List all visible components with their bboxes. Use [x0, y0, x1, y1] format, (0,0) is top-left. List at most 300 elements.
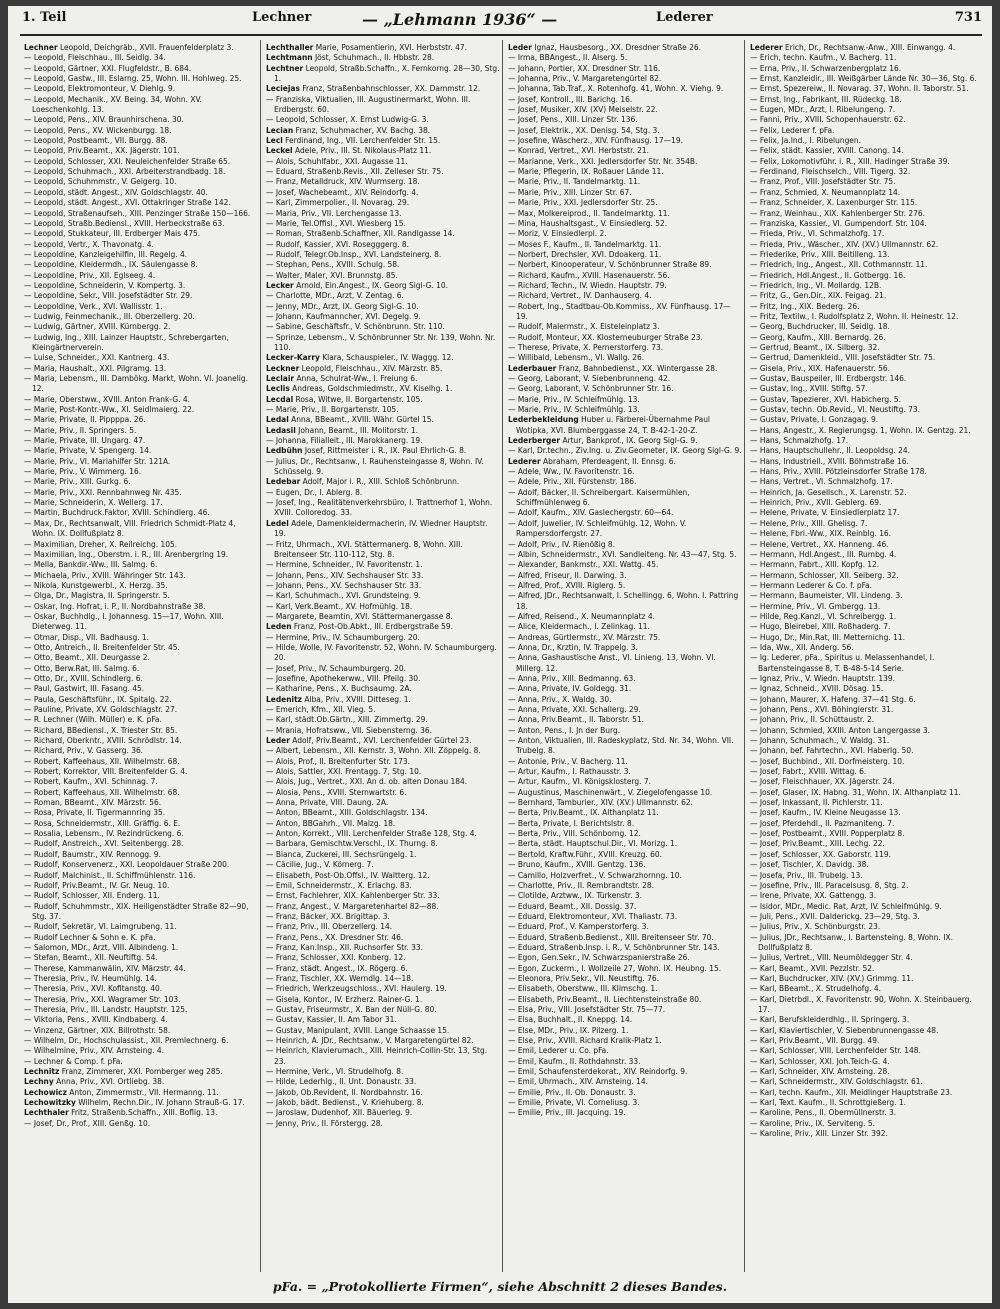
directory-entry: [750, 176, 984, 186]
directory-entry: [266, 114, 500, 124]
entry-text: — Franz, Bäcker, XX. Brigittap. 3.: [266, 910, 390, 921]
directory-entry: [24, 1066, 258, 1076]
directory-column-2: [266, 42, 500, 1270]
column-divider: [744, 40, 745, 1272]
entry-text: — Johanna, Tab.Traf., X. Rotenhofg. 41, Wohn. X. Viehg. 9.: [508, 83, 724, 94]
entry-text: — Marie, Priv., XXI. Jedlersdorfer Str. 25.: [508, 197, 658, 208]
entry-text: — Elisabeth, Priv.Beamt., II. Liechtensteinstraße 80.: [508, 993, 702, 1004]
entry-text: — Erich, techn. Kaufm., V. Bacherg. 11.: [750, 52, 897, 63]
directory-entry: [750, 632, 984, 642]
entry-text: — Moses F., Kaufm., II. Tandelmarktg. 11.: [508, 238, 662, 249]
entry-text: — Eleonora, Priv.Sekr., VII. Neustiftg. 76.: [508, 972, 659, 983]
entry-text: — Leopold, Gärtner, XXI. Flugfeldstr., B. 684.: [24, 62, 192, 73]
entry-text: — Leopold, Schlosser, X. Ernst Ludwig-G. 3.: [266, 114, 429, 125]
directory-entry: [508, 559, 742, 569]
entry-text: — Fanni, Priv., XVIII. Schopenhauerstr. 62.: [750, 114, 906, 125]
directory-entry: [266, 270, 500, 280]
directory-entry: [24, 994, 258, 1004]
directory-entry: [266, 383, 500, 393]
entry-text: — Antonie, Priv., V. Bacherg. 11.: [508, 755, 628, 766]
directory-entry: [266, 642, 500, 663]
directory-entry: [266, 1004, 500, 1014]
directory-entry: [266, 414, 500, 424]
entry-text: — Anton, BBGahrh., VII. Malzg. 18.: [266, 817, 396, 828]
entry-text: — Emil, Schneidermstr., X. Erlachg. 83.: [266, 879, 412, 890]
entry-text: — Gisela, Priv., XIX. Hafenauerstr. 56.: [750, 362, 890, 373]
entry-text: — Adolf, Juwelier, IV. Schleifmühlg. 12, Wohn. V. Rampersdorfergstr. 27.: [508, 517, 687, 539]
entry-text: — Georg, Buchdrucker, III. Seidlg. 18.: [750, 321, 890, 332]
directory-entry: [24, 766, 258, 776]
entry-text: — Robert, Kaffeehaus, XII. Wilhelmstr. 68.: [24, 755, 180, 766]
directory-entry: [24, 1118, 258, 1128]
directory-entry: [508, 414, 742, 435]
directory-entry: [266, 838, 500, 848]
entry-text: — Leopold, Fleischhau., III. Seidlg. 34.: [24, 52, 166, 63]
directory-entry: [750, 1128, 984, 1138]
surname: Lecker: [266, 279, 294, 290]
directory-entry: [24, 642, 258, 652]
directory-entry: [508, 301, 742, 322]
surname: Ledebar: [266, 476, 301, 487]
directory-entry: [266, 797, 500, 807]
directory-entry: [24, 1056, 258, 1066]
directory-entry: [750, 1118, 984, 1128]
entry-text: — Gisela, Kontor., IV. Erzherz. Rainer-G. 1.: [266, 993, 423, 1004]
directory-entry: [508, 239, 742, 249]
directory-entry: [266, 901, 500, 911]
entry-text: — Hans, Industriell., XVIII. Böhmstraße 16.: [750, 455, 909, 466]
entry-text: — Andreas, Gürtlermstr., XV. Märzstr. 75.: [508, 631, 661, 642]
directory-entry: [508, 901, 742, 911]
directory-entry: [24, 828, 258, 838]
directory-entry: [24, 570, 258, 580]
surname: Leckel: [266, 145, 293, 156]
directory-entry: [750, 528, 984, 538]
entry-text: — Josef, Wachebeamt., XIV. Reindorfg. 4.: [266, 186, 419, 197]
entry-text: — Josef, Buchbind., XII. Dorfmeisterg. 10.: [750, 755, 905, 766]
directory-entry: [750, 414, 984, 424]
directory-entry: [266, 187, 500, 197]
directory-entry: [508, 352, 742, 362]
entry-text: — Anna, Private, VIII. Daung. 2A.: [266, 797, 389, 808]
entry-text: — Adele, Ww., IV. Favoritenstr. 16.: [508, 466, 635, 477]
entry-text: — Bernhard, Tamburier., XIV. (XV.) Ullmannstr. 62.: [508, 797, 694, 808]
directory-entry: [750, 94, 984, 104]
directory-entry: [266, 176, 500, 186]
directory-entry: [750, 735, 984, 745]
entry-text: — Josef, Priv., IV. Schaumburgerg. 20.: [266, 662, 406, 673]
directory-entry: [24, 818, 258, 828]
entry-text: Anna, Schulrat-Ww., I. Freiung 6.: [294, 373, 418, 383]
entry-text: — Anton, BBeamt., XIII. Goldschlagstr. 134.: [266, 807, 428, 818]
entry-text: — Hermine, Priv., IV. Schaumburgerg. 20.: [266, 631, 420, 642]
entry-text: — Josef, Pens., XIII. Linzer Str. 136.: [508, 114, 638, 125]
directory-entry: [750, 156, 984, 166]
directory-entry: [750, 994, 984, 1015]
entry-text: — Leopold, Pens., XIV. Braunhirschena. 30.: [24, 114, 184, 125]
directory-entry: [508, 280, 742, 290]
entry-text: — Adolf, Bäcker, II. Schreibergart. Kaisermühlen, Schiffmühlenweg 6.: [508, 486, 690, 508]
entry-text: Erich, Dr., Rechtsanw.-Anw., XIII. Einwangg. 4.: [782, 42, 956, 52]
entry-text: — Rudolf, Malermstr., X. Eisteleinplatz 3.: [508, 321, 660, 332]
entry-text: — Karl, techn. Kaufm., XII. Meidlinger Hauptstraße 23.: [750, 1086, 953, 1097]
entry-text: — Michaela, Priv., XVIII. Währinger Str. 143.: [24, 569, 186, 580]
directory-entry: [508, 290, 742, 300]
entry-text: — Elsa, Priv., VIII. Josefstädter Str. 75—77.: [508, 1003, 666, 1014]
entry-text: — Moriz, V. Einsiedlerpl. 2.: [508, 228, 607, 239]
directory-entry: [508, 787, 742, 797]
directory-entry: [24, 921, 258, 931]
directory-entry: [24, 404, 258, 414]
directory-entry: [508, 218, 742, 228]
directory-entry: [750, 1035, 984, 1045]
directory-entry: [508, 714, 742, 724]
directory-entry: [266, 683, 500, 693]
entry-text: — Theresia, Priv., III. Landstr. Hauptstr. 125.: [24, 1003, 188, 1014]
directory-entry: [266, 1014, 500, 1024]
directory-entry: [266, 1066, 500, 1076]
surname: Leciejas: [266, 83, 300, 94]
entry-text: — Marie, Priv., IV. Schleifmühlg. 13.: [508, 393, 640, 404]
directory-entry: [750, 818, 984, 828]
entry-text: — Anna, Priv., XIII. Bedmanng. 63.: [508, 672, 636, 683]
entry-text: — Johann, Pens., XVI. Böhinglerstr. 31.: [750, 704, 894, 714]
directory-entry: [508, 838, 742, 848]
directory-entry: [750, 383, 984, 393]
entry-text: — Mrania, Hofratsww., VII. Siebensterng. 36.: [266, 724, 432, 735]
entry-text: — Else, MDr., Priv., IX. Pilzerg. 1.: [508, 1024, 629, 1035]
directory-entry: [750, 776, 984, 786]
directory-entry: [508, 880, 742, 890]
directory-entry: [266, 963, 500, 973]
entry-text: — Julius, Priv., X. Schönburgstr. 23.: [750, 921, 881, 932]
publication-title: — „Lehmann 1936“ —: [362, 10, 558, 29]
directory-entry: [508, 135, 742, 145]
entry-text: — Sabine, Geschäftsfr., V. Schönbrunn. Str. 110.: [266, 321, 445, 332]
directory-entry: [266, 932, 500, 942]
directory-entry: [508, 435, 742, 445]
entry-text: — Ignaz, Schneid., XVIII. Dösag. 15.: [750, 683, 884, 694]
directory-entry: [508, 404, 742, 414]
directory-entry: [266, 352, 500, 362]
entry-text: — Johann, Schmied, XXIII. Anton Langergasse 3.: [750, 724, 930, 735]
entry-text: — Leopoldine, Sekr., VIII. Josefstädter Str. 29.: [24, 290, 193, 301]
directory-entry: [24, 156, 258, 166]
entry-text: — Franz, Prof., VIII. Josefstädter Str. 75.: [750, 176, 896, 187]
surname: Lechthaller: [266, 42, 314, 52]
directory-entry: [508, 673, 742, 683]
entry-text: — Eduard, Straßenb.Insp. i. R., V. Schönbrunner Str. 143.: [508, 941, 720, 952]
entry-text: — Clotilde, Arztww., IX. Türkenstr. 3.: [508, 890, 643, 901]
entry-text: — Anna, Gashaustische Anst., VI. Linieng. 13, Wohn. VI. Millerg. 12.: [508, 652, 716, 673]
directory-entry: [508, 818, 742, 828]
entry-text: — Charlotte, MDr., Arzt, V. Zentag. 6.: [266, 290, 404, 301]
directory-entry: [750, 694, 984, 704]
entry-text: — Maria, Lebensm., III. Dambökg. Markt, Wohn. VI. Joanelig. 12.: [24, 373, 248, 394]
entry-text: — Ernst, Ing., Fabrikant, III. Rüdeckg. 18.: [750, 93, 902, 104]
directory-entry: [508, 632, 742, 642]
entry-text: — Johann, Pens., XIV. Sechshauser Str. 33.: [266, 569, 424, 580]
directory-entry: [24, 590, 258, 600]
directory-entry: [750, 756, 984, 766]
entry-text: Leopold, Deichgräb., XVII. Frauenfelderplatz 3.: [57, 42, 234, 52]
directory-entry: [508, 994, 742, 1004]
entry-text: Wilhelm, Rechn.Dir., IV. Johann Strauß-G. 17.: [75, 1097, 245, 1108]
entry-text: — Rudolf Lechner & Sohn e. K. pFa.: [24, 931, 156, 942]
directory-entry: [508, 456, 742, 466]
directory-entry: [750, 311, 984, 321]
entry-text: — Alosia, Pens., XVIII. Sternwartstr. 6.: [266, 786, 407, 797]
directory-entry: [508, 973, 742, 983]
directory-entry: [750, 228, 984, 238]
entry-text: — Cäcilie, Jug., V. Körnerg. 7.: [266, 859, 374, 870]
directory-entry: [24, 497, 258, 507]
entry-text: — Helene, Private, V. Einsiedlerplatz 17.: [750, 507, 900, 518]
entry-text: — Richard, Vertret., IV. Danhauserg. 4.: [508, 290, 652, 301]
surname: Lechthaler: [24, 1107, 69, 1118]
directory-column-3: [508, 42, 742, 1270]
entry-text: — Maximilian, Dreher, X. Reilreichg. 105.: [24, 538, 178, 549]
directory-entry: [24, 559, 258, 569]
directory-entry: [24, 704, 258, 714]
entry-text: — Hermann, Fabrt., XIII. Kopfg. 12.: [750, 559, 880, 570]
entry-text: — Emil, Kaufm., II. Rothdahnstr. 33.: [508, 1055, 641, 1066]
entry-text: — Robert, Kaffeehaus, XII. Wilhelmstr. 68.: [24, 786, 180, 797]
directory-entry: [508, 694, 742, 704]
directory-entry: [24, 756, 258, 766]
entry-text: — Friedrich, Werkzeugschloss., XVI. Haulerg. 19.: [266, 983, 447, 994]
directory-entry: [750, 321, 984, 331]
entry-text: Klara, Schauspieler., IV. Waggg. 12.: [319, 352, 454, 363]
directory-entry: [24, 890, 258, 900]
directory-entry: [266, 870, 500, 880]
entry-text: — Robert, Korrektor, VIII. Breitenfelder G. 4.: [24, 766, 188, 777]
directory-entry: [266, 1025, 500, 1035]
directory-entry: [24, 776, 258, 786]
entry-text: Andreas, Goldschmiedmstr., XV. Kiselhg. 1.: [289, 383, 453, 394]
entry-text: — Karl, Schlosser, VIII. Lerchenfelder Str. 148.: [750, 1045, 921, 1056]
surname: Lechner: [24, 42, 58, 52]
entry-text: — Leopoldine, Verk., XVI. Wallisstr. 1.: [24, 300, 163, 311]
entry-text: Franz, Schuhmacher, XV. Bachg. 38.: [293, 124, 431, 135]
entry-text: Franz, Zimmerer, XXI. Pomberger weg 285.: [59, 1066, 223, 1077]
directory-entry: [750, 1025, 984, 1035]
entry-text: — Rudolf, Telegr.Ob.Insp., XVI. Landsteinerg. 8.: [266, 248, 442, 259]
entry-text: Abraham, Pferdeagent, II. Ennsg. 6.: [540, 455, 676, 466]
entry-text: — Leopold, Pens., XV. Wickenburgg. 18.: [24, 124, 172, 135]
entry-text: — Emilie, Priv., II. Ob. Donaustr. 3.: [508, 1086, 636, 1097]
directory-entry: [508, 145, 742, 155]
entry-text: — Josef, Pferdehdl., II. Pazmaniteng. 7.: [750, 817, 895, 828]
surname: Ledasil: [266, 424, 296, 435]
directory-entry: [750, 518, 984, 528]
directory-entry: [266, 290, 500, 300]
directory-entry: [508, 42, 742, 52]
directory-entry: [508, 197, 742, 207]
directory-entry: [24, 714, 258, 724]
entry-text: — Alois, Sattler, XXI. Frentagg. 7, Stg. 10.: [266, 766, 422, 777]
entry-text: — Richard, Oberkntr., XVIII. Schrödlstr. 14.: [24, 735, 182, 746]
entry-text: — Gertrud, Damenkleid., VIII. Josefstädter Str. 75.: [750, 352, 936, 363]
entry-text: — Leopold, städt. Angest., XVI. Ottakringer Straße 142.: [24, 197, 231, 208]
entry-text: — Mella, Bankdir.-Ww., III. Salmg. 6.: [24, 559, 158, 570]
entry-text: — Bianca, Zuckerei, III. Sechsrüngelg. 1.: [266, 848, 417, 859]
entry-text: — Felix, Lokomotivführ. i. R., XIII. Hadinger Straße 39.: [750, 155, 950, 166]
directory-entry: [266, 735, 500, 745]
directory-entry: [508, 725, 742, 735]
entry-text: Ferdinand, Ing., VII. Lerchenfelder Str. 15.: [282, 135, 441, 146]
entry-text: — Irene, Private, XX. Gattengg. 3.: [750, 890, 877, 901]
directory-entry: [24, 683, 258, 693]
entry-text: — Rudolf, Anstreich., XVI. Seitenbergg. 28.: [24, 838, 184, 849]
entry-text: — Alfred, JDr., Rechtsanwalt, I. Schellingg. 6, Wohn. I. Pattring 18.: [508, 590, 739, 611]
entry-text: — Rudolf, Baumstr., XIV. Rennogg. 9.: [24, 848, 161, 859]
entry-text: — Hans, Angestr., X. Regierungsg. 1, Wohn. IX. Gentzg. 21.: [750, 424, 971, 435]
directory-entry: [750, 983, 984, 993]
surname: Lecker-Karry: [266, 352, 320, 363]
entry-text: — Julius, JDr., Rechtsanw., I. Bartensteing. 8, Wohn. IX. Dollfußplatz 8.: [750, 931, 953, 952]
directory-entry: [24, 125, 258, 135]
entry-text: — Josef, Inkassant, II. Pichlerstr. 11.: [750, 797, 883, 808]
entry-text: — Rudolf, Priv.Beamt., IV. Gr. Neug. 10.: [24, 879, 170, 890]
directory-entry: [24, 73, 258, 83]
directory-entry: [750, 621, 984, 631]
part-label: 1. Teil: [22, 10, 67, 25]
entry-text: — Rudolf, Kassier, XVI. Rosegggerg. 8.: [266, 238, 410, 249]
entry-text: — Eugen, MDr., Arzt, I. Ribelungeng. 7.: [750, 104, 896, 115]
entry-text: — Leopold, Schuhmmstr., V. Geigerg. 10.: [24, 176, 177, 187]
directory-entry: [750, 580, 984, 590]
entry-text: — Therese, Kammanwälin, XIV. Märzstr. 44.: [24, 962, 186, 973]
entry-text: — Marie, Priv., II. Borgartenstr. 105.: [266, 404, 399, 415]
directory-entry: [508, 208, 742, 218]
entry-text: — Emil, Lederer u. Co. pFa.: [508, 1045, 609, 1056]
directory-entry: [508, 228, 742, 238]
directory-entry: [508, 539, 742, 549]
entry-text: — Rosa, Private, II. Tigermannring 35.: [24, 807, 166, 818]
entry-text: — Alois, Schuhlfabr., XXI. Augasse 11.: [266, 155, 408, 166]
entry-text: — Marie, Schneiderin, X. Wellerg. 17.: [24, 497, 163, 508]
running-head-start: Lechner: [252, 10, 312, 25]
directory-entry: [266, 145, 500, 155]
directory-entry: [266, 52, 500, 62]
directory-entry: [750, 301, 984, 311]
entry-text: — Josef, Kaufm., IV. Kleine Neugasse 13.: [750, 807, 901, 818]
directory-entry: [266, 332, 500, 353]
column-divider: [502, 40, 503, 1272]
directory-entry: [508, 476, 742, 486]
directory-entry: [750, 859, 984, 869]
directory-entry: [750, 73, 984, 83]
directory-entry: [266, 559, 500, 569]
directory-entry: [24, 787, 258, 797]
entry-text: — Eduard, Elektromonteur, XVI. Thaliastr. 73.: [508, 910, 678, 921]
directory-entry: [750, 963, 984, 973]
entry-text: — Marie, Priv., V. Wimmerg. 16.: [24, 466, 142, 477]
directory-entry: [24, 487, 258, 497]
entry-text: — Leopold, Straßenaufseh., XIII. Penzinger Straße 150—166.: [24, 207, 251, 218]
directory-entry: [750, 507, 984, 517]
entry-text: — Leopoldine, Schneiderin, V. Kompertg. 3.: [24, 279, 186, 290]
directory-entry: [508, 487, 742, 508]
directory-entry: [266, 425, 500, 435]
entry-text: Marie, Posamentierin, XVI. Herbststr. 47.: [313, 42, 467, 52]
directory-entry: [24, 807, 258, 817]
directory-entry: [508, 104, 742, 114]
directory-entry: [266, 197, 500, 207]
directory-entry: [508, 870, 742, 880]
directory-entry: [750, 880, 984, 890]
entry-text: — Franz, Tischler, XX. Werndlg. 14—18.: [266, 972, 414, 983]
directory-entry: [266, 911, 500, 921]
directory-entry: [24, 363, 258, 373]
directory-entry: [508, 963, 742, 973]
entry-text: — Hermine, Verk., VI. Strudelhofg. 8.: [266, 1066, 404, 1077]
entry-text: — Adolf, Priv., IV. Rienößig 8.: [508, 538, 616, 549]
column-divider: [260, 40, 261, 1272]
entry-text: — Alice, Kleidermach., I. Zelinkag. 11.: [508, 621, 650, 632]
entry-text: — Richard, Priv., V. Gasserg. 36.: [24, 745, 144, 756]
entry-text: — Leopold, Gastw., III. Eslarng. 25, Wohn. III. Hohlweg. 25.: [24, 73, 242, 84]
directory-entry: [508, 735, 742, 756]
entry-text: — Rudolf, Schuhmmstr., XIX. Heiligenstädter Straße 82—90, Stg. 37.: [24, 900, 249, 921]
directory-entry: [750, 611, 984, 621]
entry-text: — Alexander, Bankmstr., XXI. Wattg. 45.: [508, 559, 659, 570]
entry-text: — Marie, Private, III. Ungarg. 47.: [24, 435, 146, 446]
directory-entry: [24, 611, 258, 632]
surname: Lederer: [508, 455, 541, 466]
entry-text: — Georg, Kaufm., XIII. Bernardg. 26.: [750, 331, 886, 342]
directory-entry: [24, 673, 258, 683]
directory-entry: [508, 921, 742, 931]
entry-text: — Marie, Private, V. Spengerg. 14.: [24, 445, 152, 456]
directory-entry: [750, 187, 984, 197]
entry-text: — Friedrich, Ing., Angest., XII. Cothmannstr. 11.: [750, 259, 928, 270]
directory-entry: [24, 601, 258, 611]
surname: Leclair: [266, 373, 295, 383]
entry-text: — Josefa, Priv., III. Trubelg. 13.: [750, 869, 863, 880]
entry-text: — Leopoldine, Kanzleigehilfin, III. Regelg. 4.: [24, 248, 188, 259]
surname: Lederberger: [508, 435, 561, 446]
directory-entry: [24, 83, 258, 93]
directory-entry: [750, 766, 984, 776]
directory-entry: [750, 125, 984, 135]
entry-text: — Marie, Priv., XIII. Gurkg. 6.: [24, 476, 131, 487]
directory-entry: [24, 373, 258, 394]
directory-entry: [266, 456, 500, 477]
entry-text: — Lechner & Comp. f. pFa.: [24, 1055, 123, 1066]
entry-text: — Josef, Ing., Realitätenverkehrsbüro, I. Trattnerhof 1, Wohn. XVIII. Colloredog. 33.: [266, 497, 493, 518]
entry-text: — Albert, Lebensm., XII. Kernstr. 3, Wohn. XII. Zöppelg. 8.: [266, 745, 481, 756]
directory-entry: [266, 1035, 500, 1045]
directory-entry: [24, 332, 258, 353]
entry-text: — Elisabeth, Post-Ob.Offsl., IV. Waltterg. 12.: [266, 869, 430, 880]
entry-text: — Artur, Kaufm., I. Rathausstr. 3.: [508, 766, 631, 777]
entry-text: — Richard, Techn., IV. Wiedn. Hauptstr. 79.: [508, 279, 667, 290]
directory-entry: [24, 239, 258, 249]
entry-text: — Willibald, Lebensm., VI. Wallg. 26.: [508, 352, 645, 363]
directory-entry: [24, 208, 258, 218]
entry-text: — Leopold, Vertr., X. Thavonatg. 4.: [24, 238, 154, 249]
directory-entry: [266, 166, 500, 176]
directory-entry: [266, 63, 500, 84]
directory-entry: [750, 1056, 984, 1066]
surname: Lechowitzky: [24, 1097, 76, 1108]
directory-entry: [750, 218, 984, 228]
entry-text: — Hilde, Lederhlg., II. Unt. Donaustr. 33.: [266, 1076, 417, 1087]
directory-entry: [508, 52, 742, 62]
directory-entry: [508, 849, 742, 859]
